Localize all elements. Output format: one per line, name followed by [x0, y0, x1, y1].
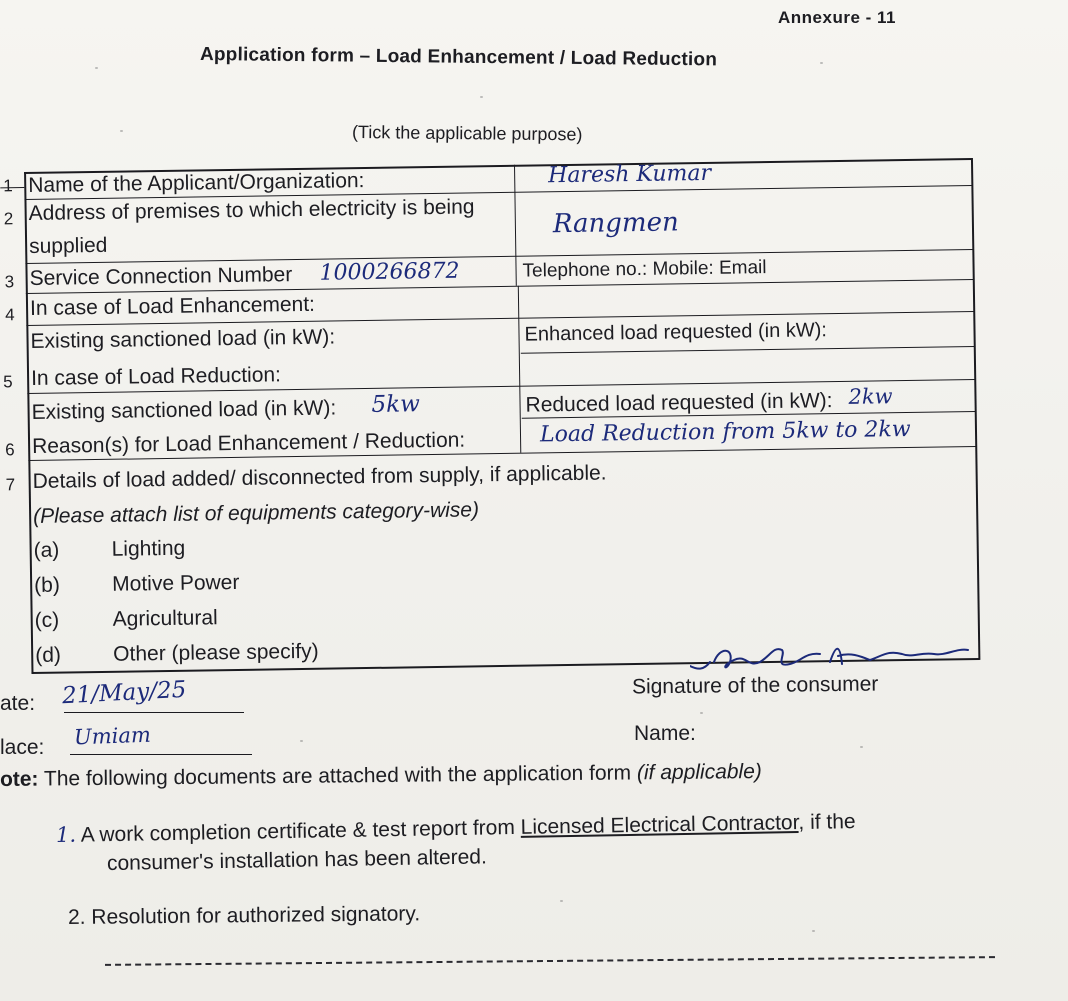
item-1-text-c: , if the — [798, 810, 856, 835]
red-existing-load-value: 5kw — [371, 391, 420, 418]
place-label: lace: — [0, 736, 45, 759]
item-1-number: 1. — [55, 822, 77, 847]
signature-label: Signature of the consumer — [631, 672, 879, 699]
reason-value: Load Reduction from 5kw to 2kw — [539, 416, 911, 448]
item-key: (c) — [34, 608, 60, 632]
row-number: 3 — [4, 272, 15, 292]
attachment-item-1-line2: consumer's installation has been altered. — [106, 845, 488, 875]
enh-existing-load-label: Existing sanctioned load (in kW): — [30, 325, 336, 353]
item-lighting: Lighting — [111, 536, 186, 561]
note-prefix: ote: — [0, 767, 39, 791]
note-text: The following documents are attached with the application form — [43, 761, 632, 791]
row-number: 4 — [5, 305, 15, 325]
row-number: 2 — [3, 209, 14, 229]
load-reduction-label: In case of Load Reduction: — [30, 363, 282, 390]
item-1-text-b: Licensed Electrical Contractor — [520, 811, 799, 839]
row-number: 6 — [5, 440, 15, 460]
item-1-text-a: A work completion certificate & test report from — [80, 815, 521, 847]
date-label: ate: — [0, 692, 36, 715]
reduced-load-value: 2kw — [848, 384, 893, 409]
row-number: 1 — [3, 176, 13, 196]
load-enhancement-label: In case of Load Enhancement: — [29, 292, 316, 320]
red-existing-load-label: Existing sanctioned load (in kW): — [31, 396, 337, 424]
place-value: Umiam — [73, 722, 152, 750]
form-title: Application form – Load Enhancement / Load Reduction — [199, 44, 718, 71]
row-number: 5 — [3, 372, 13, 392]
item-key: (d) — [35, 643, 62, 667]
reduced-load-label: Reduced load requested (in kW): — [525, 389, 833, 417]
annexure-label: Annexure - 11 — [778, 8, 896, 27]
applicant-name-value: Haresh Kumar — [547, 160, 712, 189]
service-connection-value: 1000266872 — [319, 258, 460, 286]
note-suffix: (if applicable) — [636, 760, 762, 785]
attachment-item-2: 2. Resolution for authorized signatory. — [67, 902, 421, 929]
attachments-note — [0, 760, 762, 792]
name-label: Name: — [634, 722, 696, 745]
item-key: (a) — [33, 538, 60, 562]
form-subtitle: (Tick the applicable purpose) — [351, 122, 583, 145]
item-agricultural: Agricultural — [112, 606, 218, 631]
service-connection-label: Service Connection Number — [29, 263, 293, 290]
address-value: Rangmen — [552, 207, 679, 240]
place-underline — [70, 754, 252, 755]
item-other: Other (please specify) — [113, 639, 319, 666]
applicant-name-label: Name of the Applicant/Organization: — [28, 169, 365, 197]
row-number: 7 — [5, 475, 16, 495]
item-key: (b) — [34, 573, 61, 597]
dashed-separator — [105, 956, 995, 966]
date-underline — [64, 712, 244, 713]
telephone-label: Telephone no.: Mobile: Email — [522, 257, 767, 282]
address-label-line1: Address of premises to which electricity is being — [28, 195, 475, 225]
load-details-label: Details of load added/ disconnected from supply, if applicable. — [32, 461, 607, 493]
application-table — [0, 142, 1068, 688]
address-label-line2: supplied — [28, 233, 108, 258]
date-value: 21/May/25 — [61, 676, 187, 710]
load-details-note: (Please attach list of equipments category-wise) — [32, 498, 480, 528]
item-motive-power: Motive Power — [112, 570, 240, 596]
enhanced-load-label: Enhanced load requested (in kW): — [524, 319, 828, 346]
reason-label: Reason(s) for Load Enhancement / Reduction: — [31, 428, 466, 458]
